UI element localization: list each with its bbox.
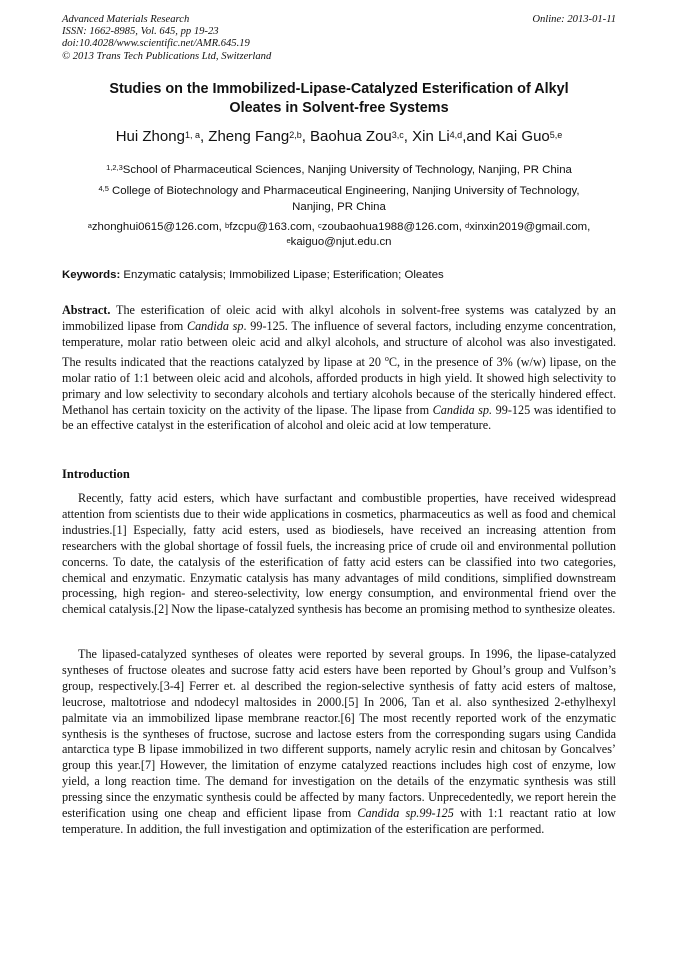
affiliation-text: School of Pharmaceutical Sciences, Nanjing University of Technology, Nanjing, PR China xyxy=(122,164,572,176)
abstract-text: The esterification of oleic acid with alkyl alcohols in solvent-free systems was catalyzed by an immobilized lipase from xyxy=(62,303,616,333)
degree-sup: o xyxy=(384,353,389,363)
journal-name: Advanced Materials Research xyxy=(62,14,190,25)
author-sup: 4,d xyxy=(449,130,463,140)
intro-paragraph-1: Recently, fatty acid esters, which have surfactant and combustible properties, have received widespread attention from scientists due to their wide applications in cosmetics, pharmaceutics as well as food and chemical industries.[1] Especially, fatty acid esters, used as biodiesels, have received an increasing attention from researchers with the global shortage of fossil fuels, the increasing price of crude oil and environmental pollution concerns. To date, the catalysis of the esterification of fatty acid esters can be classified into two categories, chemical and enzymatic. Enzymatic catalysis has many advantages of mild conditions, simplified downstream processing, high region- and stereo-selectivity, low energy consumption, and environmental friend over the chemical catalysis.[2] Now the lipase-catalyzed synthesis has become an promising method to synthesize oleates. xyxy=(62,491,616,617)
email-link[interactable]: xinxin2019@gmail.com, xyxy=(469,221,591,233)
intro-text: with 1:1 reactant ratio at low temperature. In addition, the full investigation and optimization of the esterification are performed. xyxy=(62,806,616,836)
author-list xyxy=(62,127,616,147)
author-sep: , xyxy=(403,128,413,145)
affiliation-sup: 4,5 xyxy=(98,184,109,193)
abstract xyxy=(62,303,616,434)
author-name: Baohua Zou xyxy=(310,128,392,145)
abstract-text: 99-125 was identified to be an effective catalyst in the esterification of alcohol and oleic acid at low temperature. xyxy=(62,402,616,433)
journal-header xyxy=(62,14,616,63)
author-sup: 5,e xyxy=(549,130,563,140)
online-date: Online: 2013-01-11 xyxy=(532,14,616,25)
issn-line: ISSN: 1662-8985, Vol. 645, pp 19-23 xyxy=(62,26,219,38)
author-sup: 1, a xyxy=(184,130,200,140)
email-link[interactable]: zhonghui0615@126.com, xyxy=(91,221,226,233)
introduction-heading: Introduction xyxy=(62,467,130,481)
affiliation-text-line-2: Nanjing, PR China xyxy=(292,201,386,213)
author-sep: , xyxy=(301,128,311,145)
author-1 xyxy=(116,128,209,145)
title-line-2: Oleates in Solvent-free Systems xyxy=(229,100,449,116)
keywords-label: Keywords: xyxy=(62,269,121,281)
author-sep: , xyxy=(199,128,209,145)
abstract-italic: Candida sp xyxy=(186,318,244,333)
email-sup: e xyxy=(286,236,291,245)
email-link[interactable]: fzcpu@163.com, xyxy=(229,221,318,233)
keywords-text: Enzymatic catalysis; Immobilized Lipase; Esterification; Oleates xyxy=(120,269,444,281)
author-sup: 2,b xyxy=(289,130,302,140)
author-sep: , xyxy=(462,128,467,145)
affiliation-2 xyxy=(62,183,616,215)
author-name: Zheng Fang xyxy=(208,128,290,145)
paper-title xyxy=(62,80,616,118)
email-sup: d xyxy=(465,221,470,230)
email-link[interactable]: zoubaohua1988@126.com, xyxy=(321,221,466,233)
keywords xyxy=(62,268,616,283)
intro-italic: Candida sp.99-125 xyxy=(357,806,454,821)
email-link[interactable]: kaiguo@njut.edu.cn xyxy=(290,236,392,248)
author-name: and Kai Guo xyxy=(466,128,550,145)
email-sup: a xyxy=(87,221,92,230)
title-line-1: Studies on the Immobilized-Lipase-Catalyzed Esterification of Alkyl xyxy=(109,81,569,97)
author-name: Xin Li xyxy=(412,128,450,145)
author-sup: 3,c xyxy=(391,130,404,140)
abstract-text: C, in the presence of 3% (w/w) lipase, on the molar ratio of 1:1 between oleic acid and alcohols, afforded products in high yield. It showed high selectivity to primary and low selectivity to secondary alcohols and tertiary alcohols because of the sterically hindered effect. Methanol has certain toxicity on the activity of the lipase. The lipase from xyxy=(62,354,616,417)
email-list xyxy=(62,220,616,250)
affiliation-text: College of Biotechnology and Pharmaceutical Engineering, Nanjing University of Technology, xyxy=(112,185,580,197)
doi-line: doi:10.4028/www.scientific.net/AMR.645.19 xyxy=(62,38,250,50)
author-3 xyxy=(310,128,412,145)
intro-text: The lipased-catalyzed syntheses of oleates were reported by several groups. In 1996, the lipase-catalyzed syntheses of fructose oleates and sucrose fatty acid esters have been reported by Ghoul’s group and Vulfson’s group, respectively.[3-4] Ferrer et. al described the region-selective synthesis of fatty acid esters of maltose, leucrose, maltotriose and ndodecyl maltosides in 2000.[5] In 2006, Tan et al. also synthesized 2-ethylhexyl palmitate via an immobilized lipase membrane reactor.[6] The most recently reported work of the enzymatic synthesis is the syntheses of fructose, sucrose and lactose esters from the corresponding sugars using Candida antarctica type B lipase immobilized in two different supports, namely acrylic resin and chitosan by Goncalves’ group this year.[7] However, the limitation of enzyme catalyzed reactions includes high cost of enzyme, low yield, a long reaction time. The demand for investigation on the details of the enzymatic synthesis was still pressing since the enzymatic synthesis could be affected by many factors. Unprecedentedly, we report herein the esterification using one cheap and efficient lipase from xyxy=(62,647,616,821)
abstract-text: . 99-125. The influence of several factors, including enzyme concentration, temperature, molar ratio between oleic acid and alkyl alcohols, and structure of alcohol was also investigated. The results indicated that the reactions catalyzed by lipase at 20 xyxy=(62,318,616,369)
affiliation-sup: 1,2,3 xyxy=(106,163,123,172)
affiliation-1 xyxy=(62,162,616,178)
abstract-label: Abstract. xyxy=(62,303,111,317)
email-sup: c xyxy=(318,221,322,230)
email-sup: b xyxy=(225,221,230,230)
author-4 xyxy=(412,128,466,145)
author-5 xyxy=(466,128,562,145)
author-name: Hui Zhong xyxy=(115,128,185,145)
copyright-line: © 2013 Trans Tech Publications Ltd, Switzerland xyxy=(62,50,272,62)
intro-paragraph-2 xyxy=(62,647,616,838)
abstract-italic: Candida sp. xyxy=(432,402,493,417)
author-2 xyxy=(208,128,310,145)
